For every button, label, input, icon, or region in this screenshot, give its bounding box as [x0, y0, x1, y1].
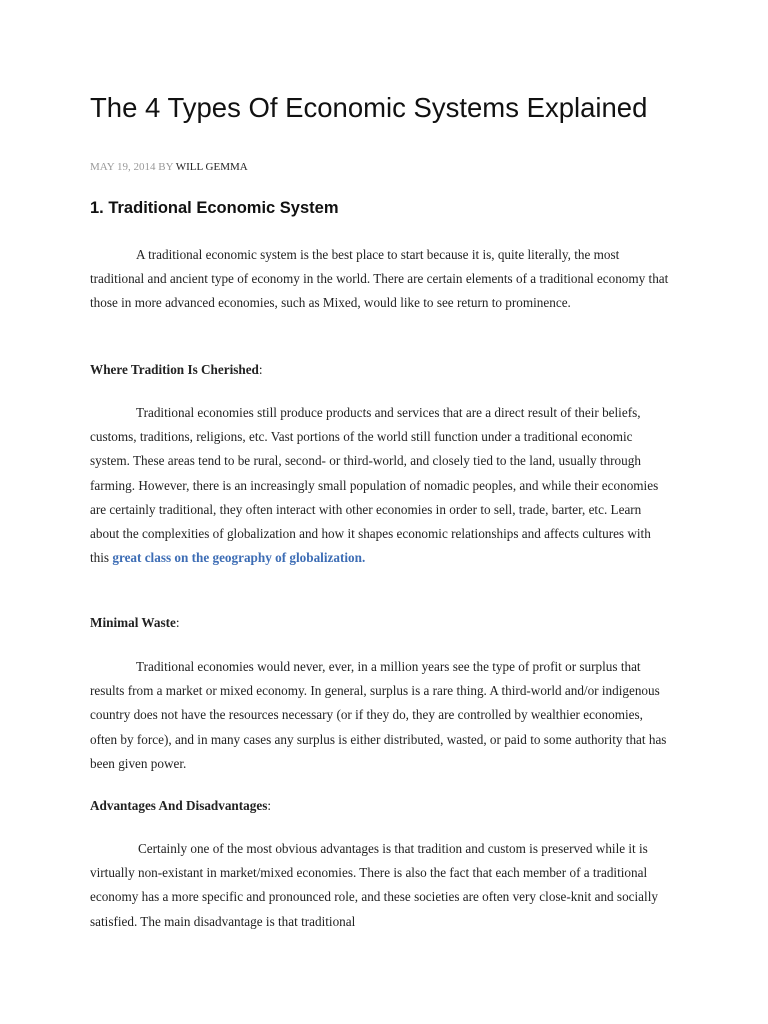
subheading-minimal-waste	[90, 611, 180, 635]
article-title: The 4 Types Of Economic Systems Explained	[90, 92, 648, 123]
section-heading: 1. Traditional Economic System	[90, 199, 339, 217]
subheading-colon: :	[258, 362, 263, 377]
paragraph-minimal-waste: Traditional economies would never, ever, in a million years see the type of profit or surplus that results from a market or mixed economy. In general, surplus is a rare thing. A third-world and/or indigenous country does not have the resources necessary (or if they do, they are controlled by wealthier economies, often by force), and in many cases any surplus is either distributed, wasted, or paid to some authority that has been given power.	[90, 659, 667, 771]
paragraph-text: Traditional economies still produce products and services that are a direct result of their beliefs, customs, traditions, religions, etc. Vast portions of the world still function under a traditional economic system. These areas tend to be rural, second- or third-world, and closely tied to the land, usually through farming. However, there is an increasingly small population of nomadic peoples, and while their economies are certainly traditional, they often interact with other economies in order to sell, trade, barter, etc. Learn about the complexities of globalization and how it shapes economic relationships and affects cultures with this	[90, 405, 659, 566]
article-meta	[90, 159, 248, 175]
subheading-where-tradition	[90, 358, 263, 382]
subheading-colon: :	[175, 615, 180, 630]
subheading-colon: :	[267, 798, 272, 813]
paragraph-advantages: Certainly one of the most obvious advantages is that tradition and custom is preserved while it is virtually non-existant in market/mixed economies. There is also the fact that each member of a traditional economy has a more specific and pronounced role, and these societies are often very close-knit and socially satisfied. The main disadvantage is that traditional	[90, 841, 658, 929]
byline-separator: BY	[155, 161, 176, 173]
subheading-text: Where Tradition Is Cherished	[90, 362, 259, 377]
intro-paragraph: A traditional economic system is the best place to start because it is, quite literally, the most traditional and ancient type of economy in the world. There are certain elements of a traditional economy that those in more advanced economies, such as Mixed, would like to see return to prominence.	[90, 247, 669, 311]
paragraph-where-tradition	[90, 401, 670, 570]
publish-date: MAY 19, 2014	[90, 161, 156, 173]
subheading-text: Minimal Waste	[90, 615, 176, 630]
subheading-advantages	[90, 794, 271, 818]
globalization-class-link[interactable]: great class on the geography of globalization	[112, 550, 362, 566]
subheading-text: Advantages And Disadvantages	[90, 798, 268, 813]
link-period: .	[361, 550, 366, 566]
author-link[interactable]: WILL GEMMA	[175, 161, 248, 173]
